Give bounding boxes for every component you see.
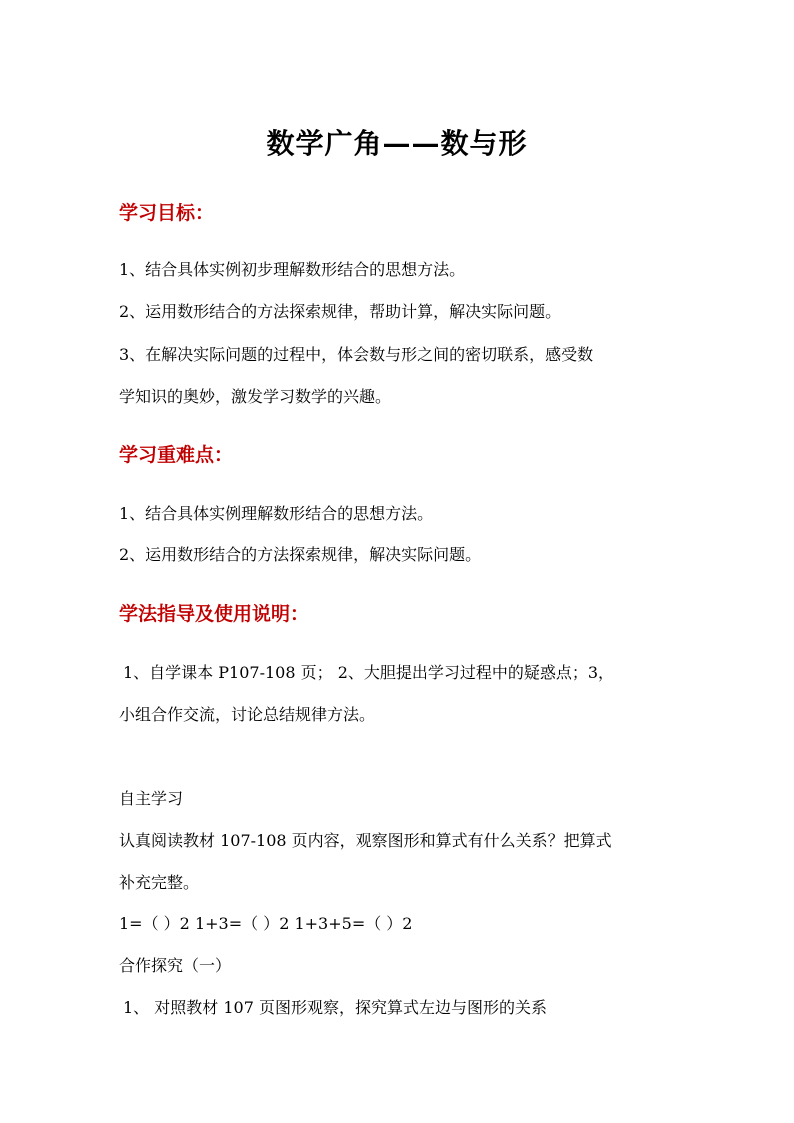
objective-item-3: 3、在解决实际问题的过程中，体会数与形之间的密切联系，感受数: [119, 345, 594, 364]
cooperation-label: 合作探究（一）: [119, 956, 232, 975]
guidance-item-2: 小组合作交流，讨论总结规律方法。: [119, 705, 376, 724]
objective-item-1: 1、结合具体实例初步理解数形结合的思想方法。: [119, 260, 466, 279]
self-study-equations: 1=（ ）2 1+3=（ ）2 1+3+5=（ ）2: [119, 914, 413, 933]
objective-item-2: 2、运用数形结合的方法探索规律，帮助计算，解决实际问题。: [119, 302, 562, 321]
key-points-heading: 学习重难点：: [119, 444, 234, 466]
guidance-item-1: 1、自学课本 P107-108 页； 2、大胆提出学习过程中的疑惑点；3，: [123, 663, 615, 682]
guidance-heading: 学法指导及使用说明：: [119, 603, 310, 625]
self-study-instruction-continued: 补充完整。: [119, 873, 200, 892]
self-study-label: 自主学习: [119, 789, 184, 808]
objectives-heading: 学习目标：: [119, 202, 215, 224]
page-title: 数学广角——数与形: [266, 127, 528, 160]
key-point-item-1: 1、结合具体实例理解数形结合的思想方法。: [119, 504, 434, 523]
self-study-instruction: 认真阅读教材 107-108 页内容，观察图形和算式有什么关系？把算式: [119, 831, 612, 850]
objective-item-3-continued: 学知识的奥妙，激发学习数学的兴趣。: [119, 387, 392, 406]
key-point-item-2: 2、运用数形结合的方法探索规律，解决实际问题。: [119, 545, 482, 564]
cooperation-item-1: 1、 对照教材 107 页图形观察，探究算式左边与图形的关系: [123, 998, 547, 1017]
